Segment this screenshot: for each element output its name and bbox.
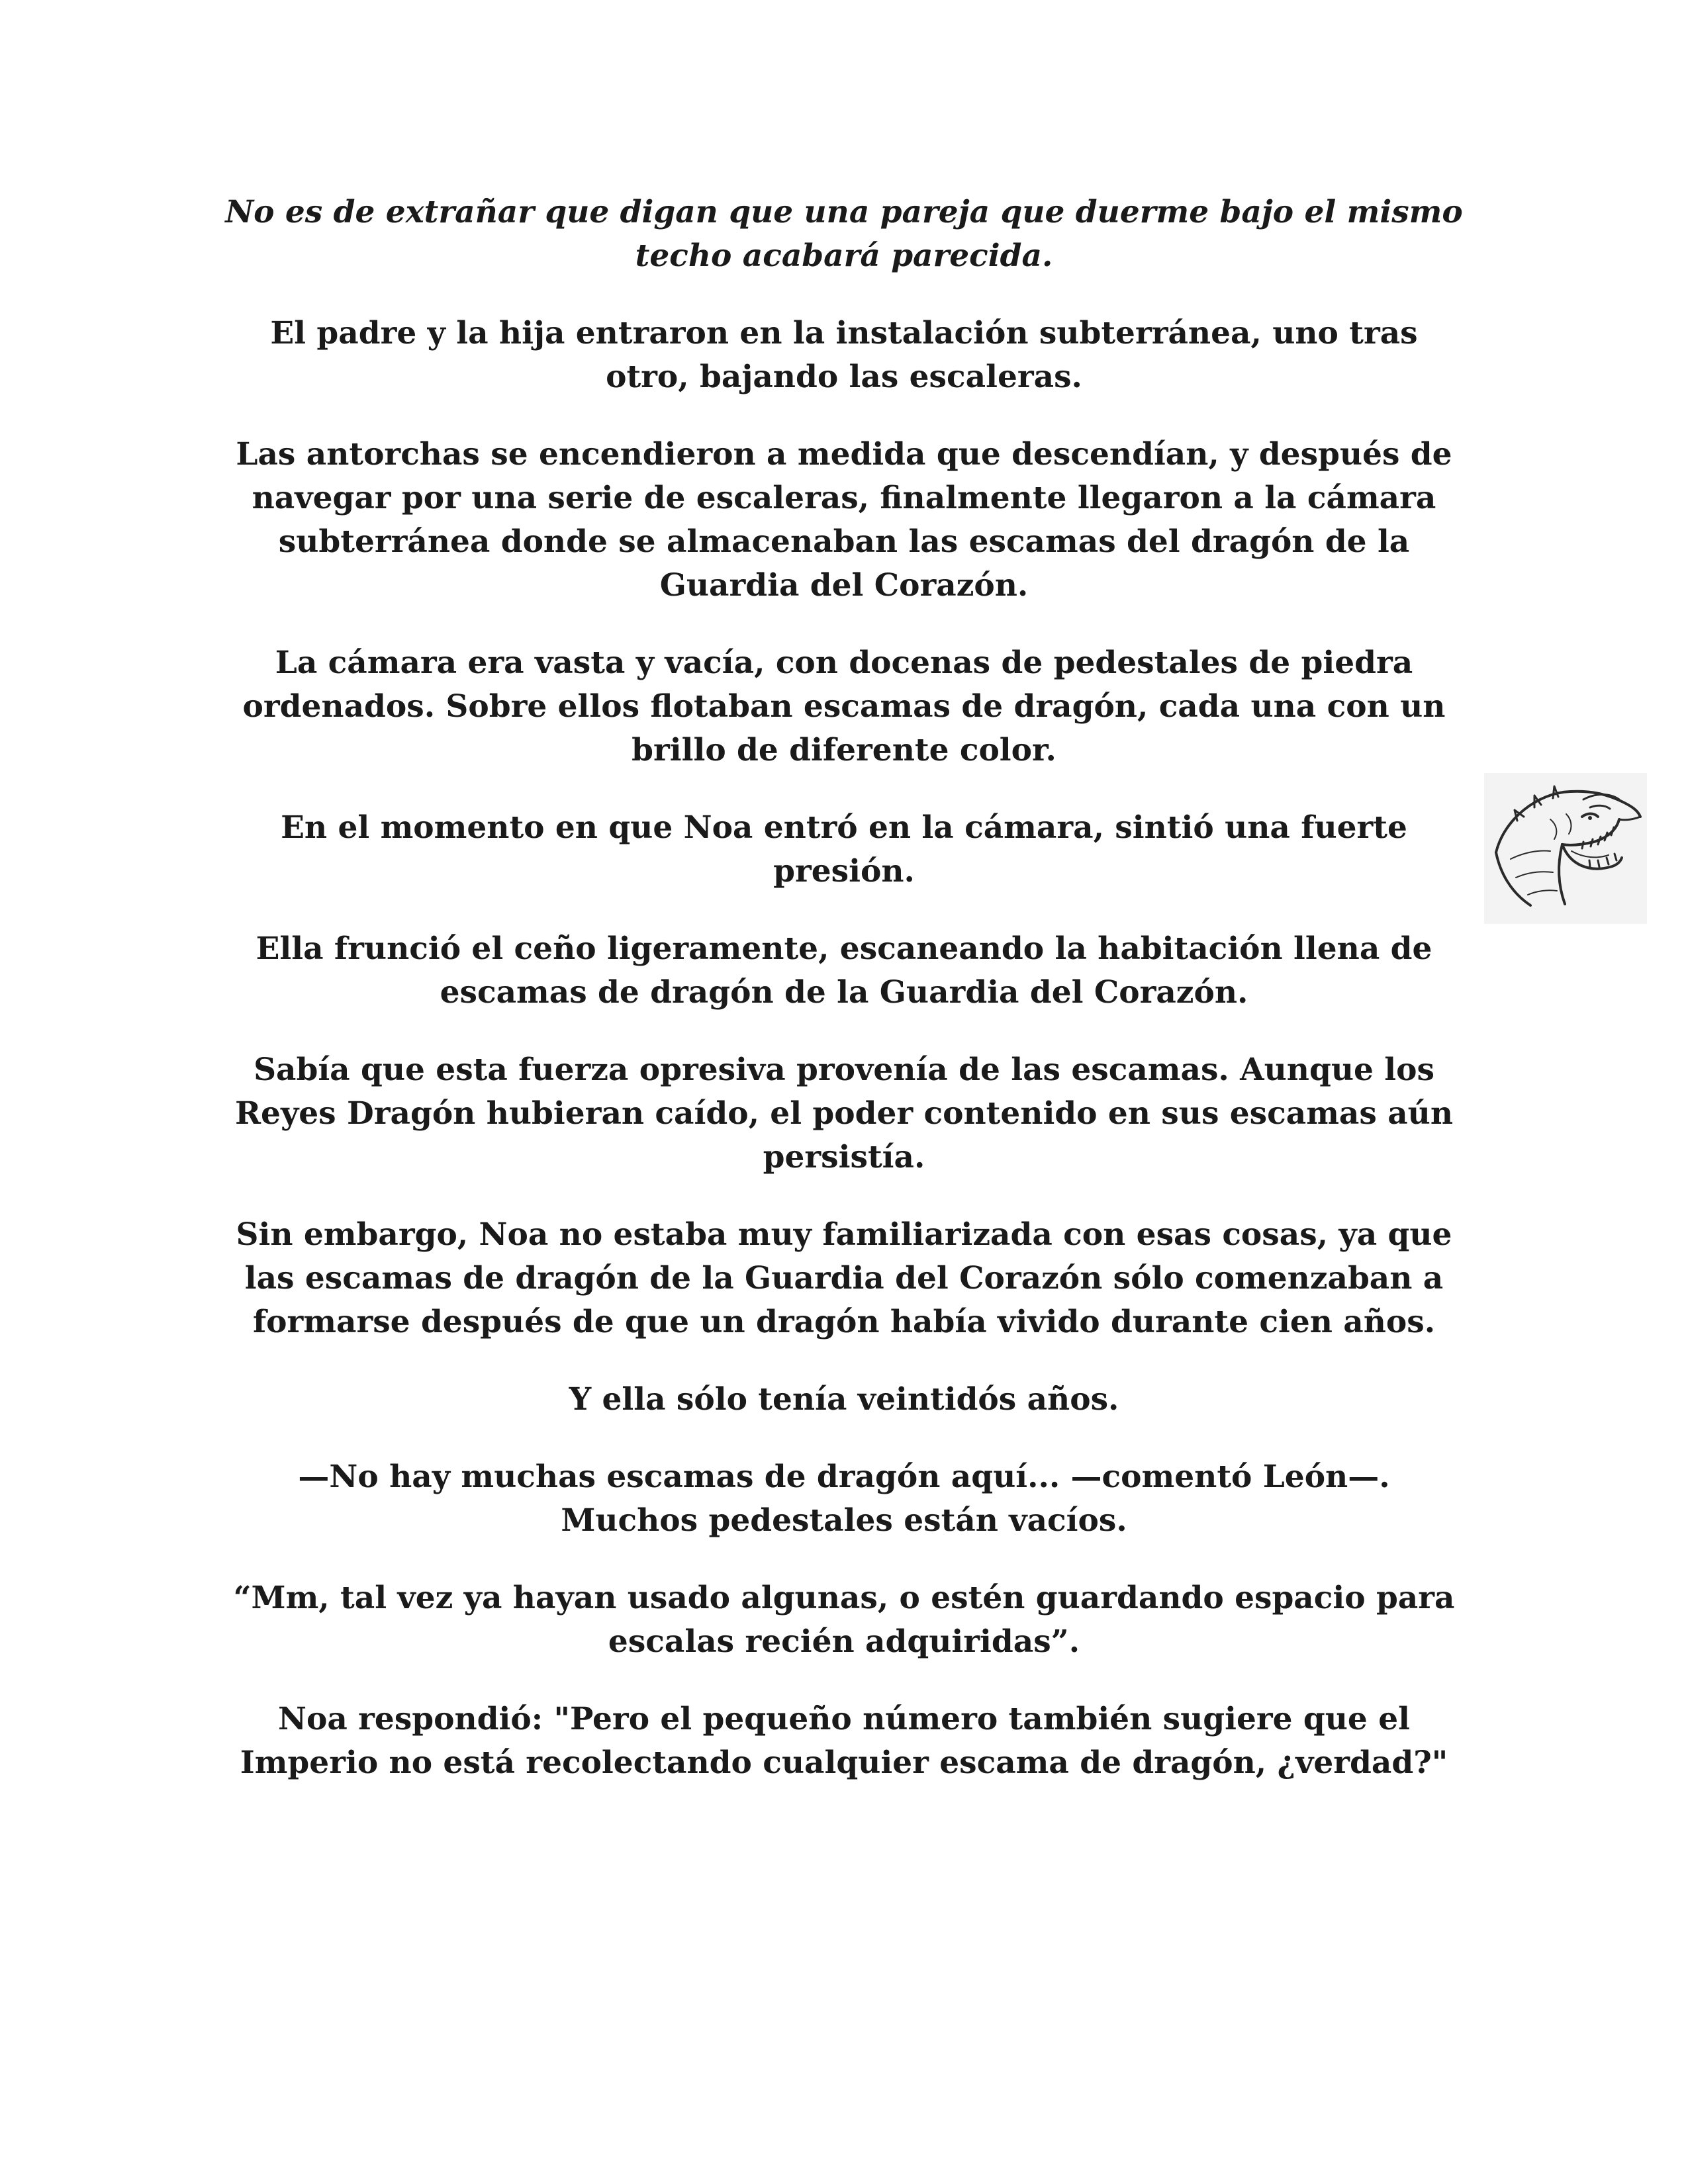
paragraph-9: Y ella sólo tenía veintidós años. — [569, 1381, 1119, 1418]
paragraph-6: Ella frunció el ceño ligeramente, escaneando la habitación llena de escamas de dragón de la Guardia del Corazón. — [256, 931, 1432, 1011]
paragraph-11: “Mm, tal vez ya hayan usado algunas, o estén guardando espacio para escalas recién adquiridas”. — [233, 1580, 1455, 1660]
paragraph-10: —No hay muchas escamas de dragón aquí... —comentó León—. Muchos pedestales están vacíos. — [298, 1459, 1390, 1539]
paragraph-3: Las antorchas se encendieron a medida que descendían, y después de navegar por una serie de escaleras, finalmente llegaron a la cámara subterránea donde se almacenaban las escamas del dragón de la Guardia del Corazón. — [236, 436, 1452, 604]
story-text — [225, 191, 1463, 1819]
paragraph-7: Sabía que esta fuerza opresiva provenía de las escamas. Aunque los Reyes Dragón hubieran caído, el poder contenido en sus escamas aún persistía. — [235, 1052, 1453, 1175]
paragraph-8: Sin embargo, Noa no estaba muy familiarizada con esas cosas, ya que las escamas de dragón de la Guardia del Corazón sólo comenzaban a formarse después de que un dragón había vivido durante cien años. — [236, 1216, 1452, 1340]
paragraph-12: Noa respondió: "Pero el pequeño número también sugiere que el Imperio no está recolectando cualquier escama de dragón, ¿verdad?" — [240, 1701, 1448, 1781]
dragon-head-sketch-icon — [1484, 773, 1647, 924]
paragraph-2: El padre y la hija entraron en la instalación subterránea, uno tras otro, bajando las escaleras. — [270, 315, 1418, 395]
paragraph-1: No es de extrañar que digan que una pareja que duerme bajo el mismo techo acabará parecida. — [225, 194, 1463, 274]
paragraph-4: La cámara era vasta y vacía, con docenas de pedestales de piedra ordenados. Sobre ellos flotaban escamas de dragón, cada una con un brillo de diferente color. — [242, 645, 1446, 768]
paragraph-5: En el momento en que Noa entró en la cámara, sintió una fuerte presión. — [281, 809, 1407, 889]
